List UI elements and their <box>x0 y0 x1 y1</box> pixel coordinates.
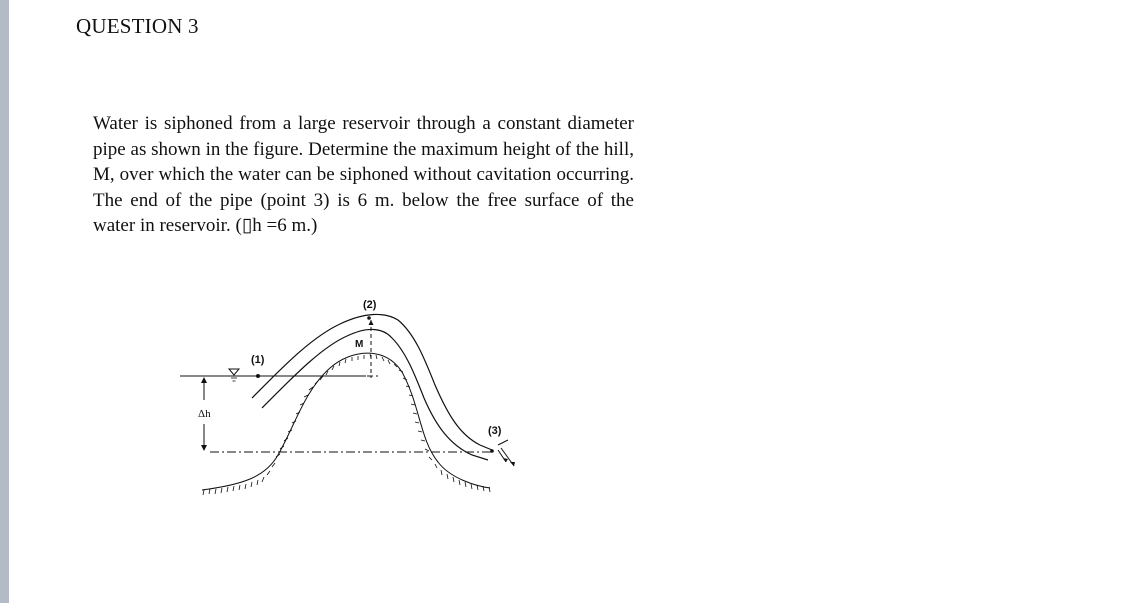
left-border-bar <box>0 0 9 603</box>
question-title: QUESTION 3 <box>76 14 199 38</box>
point-1-marker <box>256 374 260 378</box>
label-point-2: (2) <box>363 299 377 311</box>
label-delta-h: Δh <box>198 408 211 420</box>
pipe-inner-wall <box>262 329 488 460</box>
label-point-3: (3) <box>488 425 502 437</box>
point-2-marker <box>367 316 371 320</box>
siphon-figure <box>170 290 530 505</box>
ground-hatching <box>203 354 490 495</box>
label-m: M <box>355 339 364 350</box>
problem-statement: Water is siphoned from a large reservoir through a constant diameter pipe as shown in the figure. Determine the maximum height of the hill, M, over which the water can be siphoned without cavitation occurring. The end of the pipe (point 3) is 6 m. below the free surface of the water in reservoir. (▯h =6 m.) <box>93 113 634 236</box>
outflow-arrows <box>498 440 515 466</box>
hill-ground <box>202 353 490 490</box>
free-surface-symbol <box>229 369 239 381</box>
label-point-1: (1) <box>251 354 265 366</box>
point-3-marker <box>490 449 494 453</box>
